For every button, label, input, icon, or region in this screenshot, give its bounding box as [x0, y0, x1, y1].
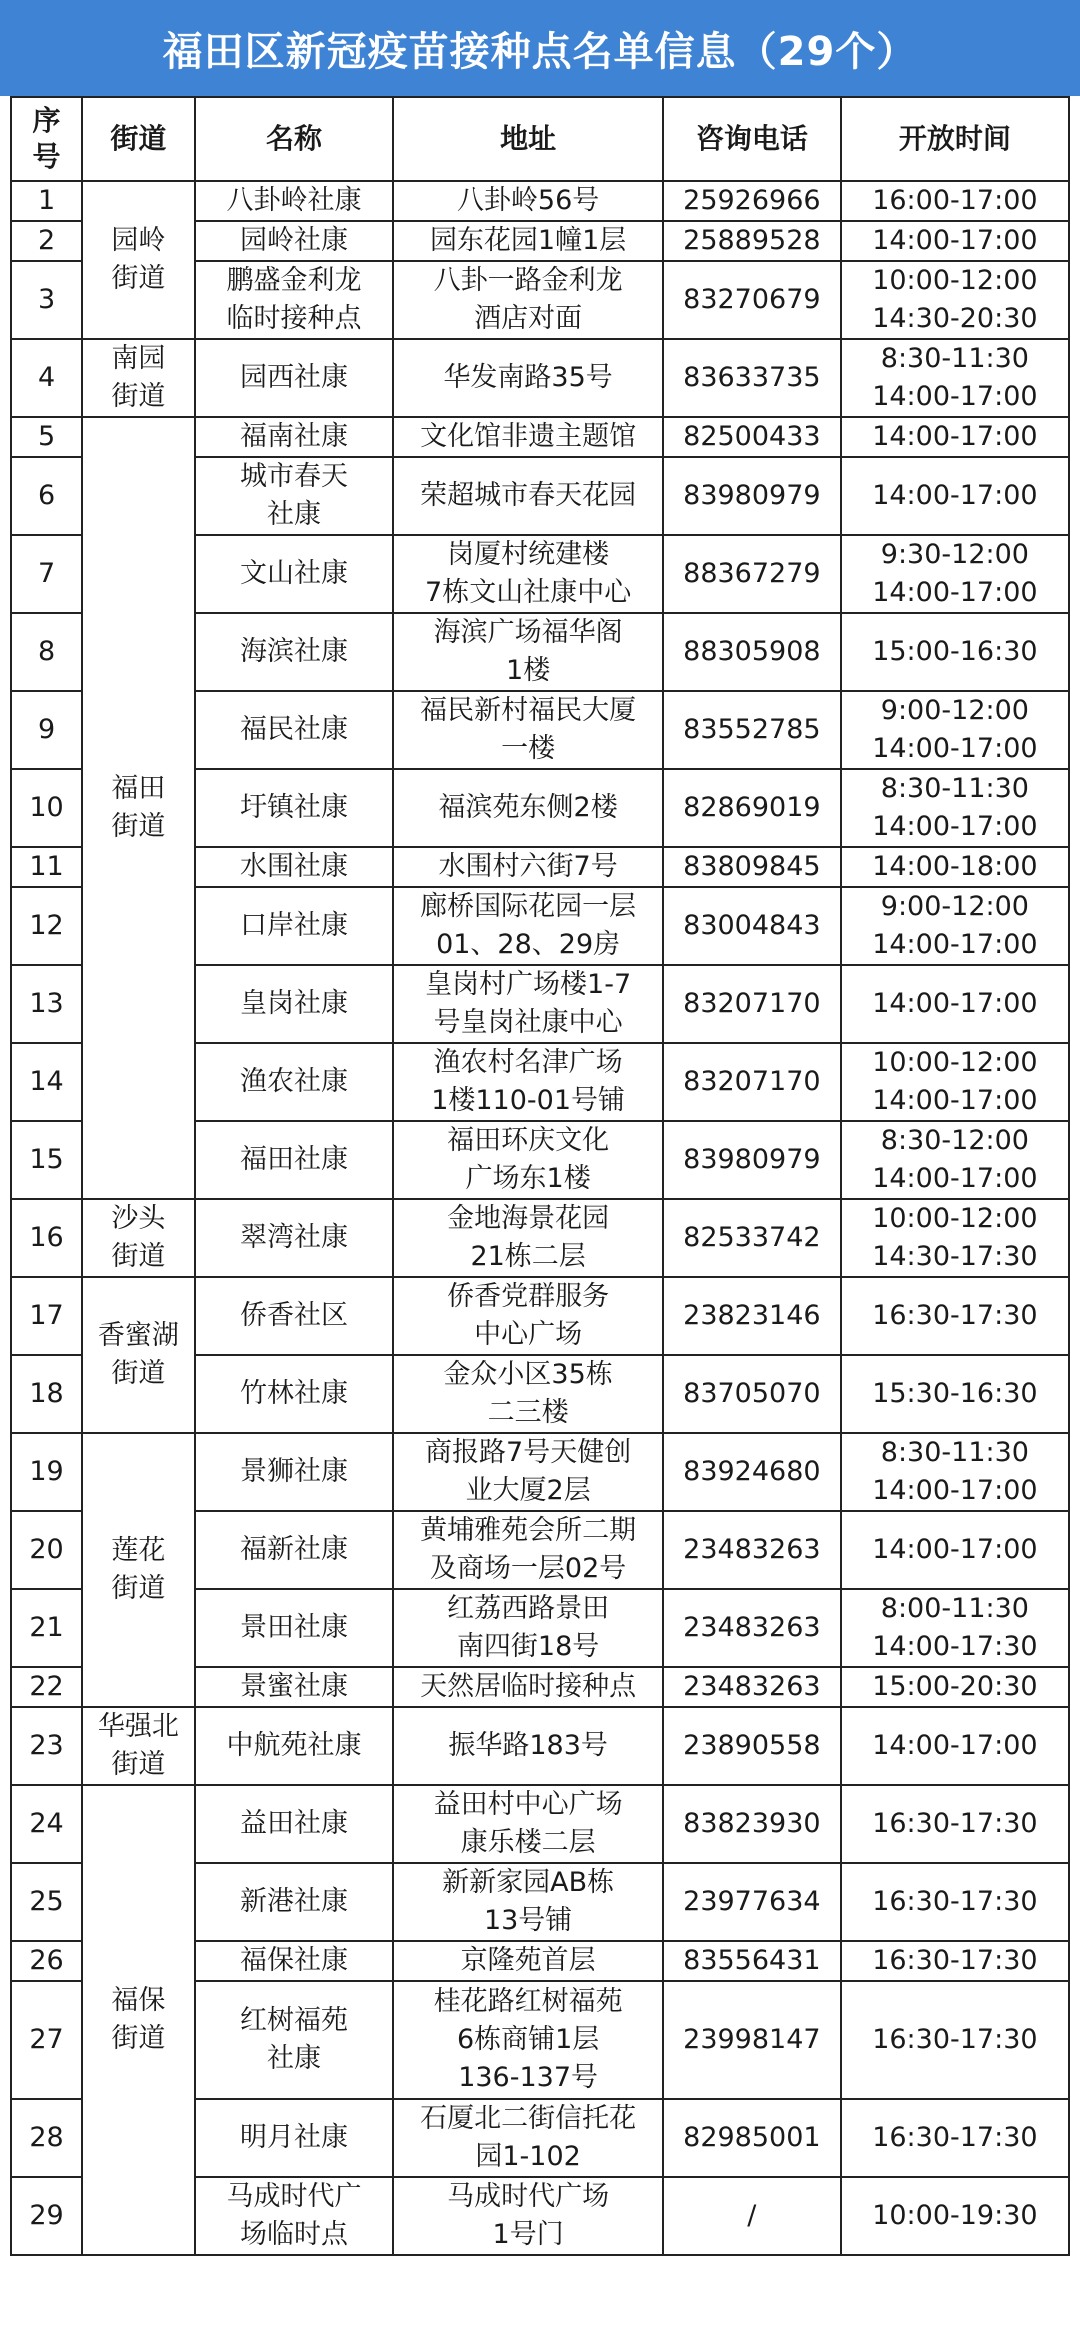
cell-hours: 14:00-17:00 — [841, 221, 1069, 261]
cell-name: 马成时代广 场临时点 — [195, 2177, 394, 2255]
header-address: 地址 — [393, 97, 663, 181]
cell-name: 圩镇社康 — [195, 769, 394, 847]
cell-hours: 15:00-20:30 — [841, 1667, 1069, 1707]
cell-name: 福保社康 — [195, 1941, 394, 1981]
cell-phone: 83823930 — [663, 1785, 841, 1863]
cell-address: 岗厦村统建楼 7栋文山社康中心 — [393, 535, 663, 613]
cell-hours: 15:30-16:30 — [841, 1355, 1069, 1433]
cell-hours: 8:30-11:30 14:00-17:00 — [841, 339, 1069, 417]
cell-no: 8 — [11, 613, 82, 691]
table-row — [11, 1785, 1069, 1863]
page-title: 福田区新冠疫苗接种点名单信息（29个） — [0, 0, 1080, 96]
cell-name: 红树福苑 社康 — [195, 1981, 394, 2099]
cell-address: 文化馆非遗主题馆 — [393, 417, 663, 457]
cell-no: 15 — [11, 1121, 82, 1199]
cell-no: 13 — [11, 965, 82, 1043]
cell-no: 1 — [11, 181, 82, 221]
cell-name: 景田社康 — [195, 1589, 394, 1667]
cell-name: 城市春天 社康 — [195, 457, 394, 535]
cell-no: 23 — [11, 1707, 82, 1785]
cell-address: 福民新村福民大厦 一楼 — [393, 691, 663, 769]
cell-name: 海滨社康 — [195, 613, 394, 691]
cell-no: 2 — [11, 221, 82, 261]
cell-address: 黄埔雅苑会所二期 及商场一层02号 — [393, 1511, 663, 1589]
cell-address: 侨香党群服务 中心广场 — [393, 1277, 663, 1355]
cell-address: 金地海景花园 21栋二层 — [393, 1199, 663, 1277]
cell-address: 八卦岭56号 — [393, 181, 663, 221]
cell-phone: 23483263 — [663, 1511, 841, 1589]
cell-address: 京隆苑首层 — [393, 1941, 663, 1981]
cell-hours: 16:30-17:30 — [841, 1941, 1069, 1981]
cell-phone: 88305908 — [663, 613, 841, 691]
cell-phone: 23890558 — [663, 1707, 841, 1785]
table-row — [11, 1199, 1069, 1277]
cell-street: 南园 街道 — [82, 339, 195, 417]
cell-no: 22 — [11, 1667, 82, 1707]
cell-no: 14 — [11, 1043, 82, 1121]
cell-phone: 23998147 — [663, 1981, 841, 2099]
cell-street: 园岭 街道 — [82, 181, 195, 339]
cell-hours: 14:00-17:00 — [841, 1511, 1069, 1589]
cell-phone: 25926966 — [663, 181, 841, 221]
cell-address: 八卦一路金利龙 酒店对面 — [393, 261, 663, 339]
cell-phone: / — [663, 2177, 841, 2255]
cell-phone: 23977634 — [663, 1863, 841, 1941]
cell-address: 石厦北二街信托花 园1-102 — [393, 2099, 663, 2177]
cell-phone: 23823146 — [663, 1277, 841, 1355]
cell-no: 25 — [11, 1863, 82, 1941]
table-row — [11, 417, 1069, 457]
cell-street: 华强北 街道 — [82, 1707, 195, 1785]
cell-no: 26 — [11, 1941, 82, 1981]
cell-address: 新新家园AB栋 13号铺 — [393, 1863, 663, 1941]
cell-address: 廊桥国际花园一层 01、28、29房 — [393, 887, 663, 965]
cell-no: 21 — [11, 1589, 82, 1667]
cell-no: 4 — [11, 339, 82, 417]
cell-name: 中航苑社康 — [195, 1707, 394, 1785]
cell-no: 28 — [11, 2099, 82, 2177]
cell-hours: 14:00-17:00 — [841, 1707, 1069, 1785]
cell-phone: 83980979 — [663, 457, 841, 535]
cell-hours: 16:30-17:30 — [841, 2099, 1069, 2177]
cell-hours: 16:30-17:30 — [841, 1277, 1069, 1355]
cell-name: 渔农社康 — [195, 1043, 394, 1121]
cell-name: 景蜜社康 — [195, 1667, 394, 1707]
cell-hours: 14:00-18:00 — [841, 847, 1069, 887]
cell-street: 莲花 街道 — [82, 1433, 195, 1707]
cell-phone: 83004843 — [663, 887, 841, 965]
cell-address: 金众小区35栋 二三楼 — [393, 1355, 663, 1433]
cell-hours: 10:00-19:30 — [841, 2177, 1069, 2255]
cell-address: 皇岗村广场楼1-7 号皇岗社康中心 — [393, 965, 663, 1043]
cell-no: 6 — [11, 457, 82, 535]
cell-name: 翠湾社康 — [195, 1199, 394, 1277]
cell-hours: 14:00-17:00 — [841, 965, 1069, 1043]
header-phone: 咨询电话 — [663, 97, 841, 181]
cell-no: 3 — [11, 261, 82, 339]
cell-phone: 82985001 — [663, 2099, 841, 2177]
cell-name: 侨香社区 — [195, 1277, 394, 1355]
cell-no: 9 — [11, 691, 82, 769]
cell-hours: 8:30-12:00 14:00-17:00 — [841, 1121, 1069, 1199]
cell-address: 华发南路35号 — [393, 339, 663, 417]
cell-address: 桂花路红树福苑 6栋商铺1层 136-137号 — [393, 1981, 663, 2099]
cell-name: 明月社康 — [195, 2099, 394, 2177]
cell-address: 商报路7号天健创 业大厦2层 — [393, 1433, 663, 1511]
cell-phone: 83809845 — [663, 847, 841, 887]
cell-name: 鹏盛金利龙 临时接种点 — [195, 261, 394, 339]
cell-name: 福新社康 — [195, 1511, 394, 1589]
cell-street: 香蜜湖 街道 — [82, 1277, 195, 1433]
cell-address: 福滨苑东侧2楼 — [393, 769, 663, 847]
cell-hours: 9:30-12:00 14:00-17:00 — [841, 535, 1069, 613]
cell-address: 海滨广场福华阁 1楼 — [393, 613, 663, 691]
cell-hours: 16:00-17:00 — [841, 181, 1069, 221]
cell-phone: 83980979 — [663, 1121, 841, 1199]
cell-no: 11 — [11, 847, 82, 887]
cell-no: 10 — [11, 769, 82, 847]
cell-no: 20 — [11, 1511, 82, 1589]
cell-hours: 8:30-11:30 14:00-17:00 — [841, 769, 1069, 847]
cell-name: 八卦岭社康 — [195, 181, 394, 221]
cell-name: 口岸社康 — [195, 887, 394, 965]
cell-name: 水围社康 — [195, 847, 394, 887]
cell-no: 16 — [11, 1199, 82, 1277]
cell-no: 12 — [11, 887, 82, 965]
vaccination-sites-table — [10, 96, 1070, 2256]
cell-phone: 88367279 — [663, 535, 841, 613]
cell-hours: 9:00-12:00 14:00-17:00 — [841, 691, 1069, 769]
cell-no: 29 — [11, 2177, 82, 2255]
cell-hours: 10:00-12:00 14:30-17:30 — [841, 1199, 1069, 1277]
cell-address: 荣超城市春天花园 — [393, 457, 663, 535]
table-row — [11, 339, 1069, 417]
table-row — [11, 1277, 1069, 1355]
cell-street: 福保 街道 — [82, 1785, 195, 2255]
cell-phone: 23483263 — [663, 1667, 841, 1707]
cell-no: 5 — [11, 417, 82, 457]
cell-name: 园西社康 — [195, 339, 394, 417]
cell-name: 皇岗社康 — [195, 965, 394, 1043]
table-row — [11, 1433, 1069, 1511]
cell-name: 园岭社康 — [195, 221, 394, 261]
cell-phone: 82533742 — [663, 1199, 841, 1277]
cell-phone: 83633735 — [663, 339, 841, 417]
cell-name: 福田社康 — [195, 1121, 394, 1199]
cell-hours: 14:00-17:00 — [841, 457, 1069, 535]
cell-address: 天然居临时接种点 — [393, 1667, 663, 1707]
cell-name: 益田社康 — [195, 1785, 394, 1863]
cell-name: 竹林社康 — [195, 1355, 394, 1433]
cell-name: 福民社康 — [195, 691, 394, 769]
header-no: 序 号 — [11, 97, 82, 181]
cell-phone: 83705070 — [663, 1355, 841, 1433]
table-row — [11, 1707, 1069, 1785]
cell-phone: 82869019 — [663, 769, 841, 847]
cell-phone: 83270679 — [663, 261, 841, 339]
cell-phone: 82500433 — [663, 417, 841, 457]
cell-hours: 14:00-17:00 — [841, 417, 1069, 457]
cell-name: 福南社康 — [195, 417, 394, 457]
header-street: 街道 — [82, 97, 195, 181]
cell-hours: 15:00-16:30 — [841, 613, 1069, 691]
cell-hours: 10:00-12:00 14:00-17:00 — [841, 1043, 1069, 1121]
cell-no: 24 — [11, 1785, 82, 1863]
table-body — [11, 181, 1069, 2255]
cell-no: 7 — [11, 535, 82, 613]
cell-no: 18 — [11, 1355, 82, 1433]
cell-street: 沙头 街道 — [82, 1199, 195, 1277]
cell-name: 景狮社康 — [195, 1433, 394, 1511]
cell-address: 红荔西路景田 南四街18号 — [393, 1589, 663, 1667]
cell-hours: 8:30-11:30 14:00-17:00 — [841, 1433, 1069, 1511]
cell-phone: 25889528 — [663, 221, 841, 261]
cell-address: 马成时代广场 1号门 — [393, 2177, 663, 2255]
cell-hours: 16:30-17:30 — [841, 1785, 1069, 1863]
cell-no: 27 — [11, 1981, 82, 2099]
cell-no: 17 — [11, 1277, 82, 1355]
header-row — [11, 97, 1069, 181]
cell-hours: 9:00-12:00 14:00-17:00 — [841, 887, 1069, 965]
cell-hours: 16:30-17:30 — [841, 1981, 1069, 2099]
cell-name: 新港社康 — [195, 1863, 394, 1941]
cell-name: 文山社康 — [195, 535, 394, 613]
cell-street: 福田 街道 — [82, 417, 195, 1199]
cell-phone: 83556431 — [663, 1941, 841, 1981]
cell-hours: 8:00-11:30 14:00-17:30 — [841, 1589, 1069, 1667]
cell-address: 福田环庆文化 广场东1楼 — [393, 1121, 663, 1199]
cell-address: 园东花园1幢1层 — [393, 221, 663, 261]
cell-phone: 83207170 — [663, 1043, 841, 1121]
cell-address: 益田村中心广场 康乐楼二层 — [393, 1785, 663, 1863]
cell-hours: 10:00-12:00 14:30-20:30 — [841, 261, 1069, 339]
cell-phone: 83552785 — [663, 691, 841, 769]
cell-phone: 83207170 — [663, 965, 841, 1043]
cell-address: 水围村六街7号 — [393, 847, 663, 887]
header-name: 名称 — [195, 97, 394, 181]
table-row — [11, 181, 1069, 221]
cell-address: 振华路183号 — [393, 1707, 663, 1785]
header-hours: 开放时间 — [841, 97, 1069, 181]
cell-address: 渔农村名津广场 1楼110-01号铺 — [393, 1043, 663, 1121]
cell-no: 19 — [11, 1433, 82, 1511]
cell-phone: 23483263 — [663, 1589, 841, 1667]
cell-hours: 16:30-17:30 — [841, 1863, 1069, 1941]
cell-phone: 83924680 — [663, 1433, 841, 1511]
